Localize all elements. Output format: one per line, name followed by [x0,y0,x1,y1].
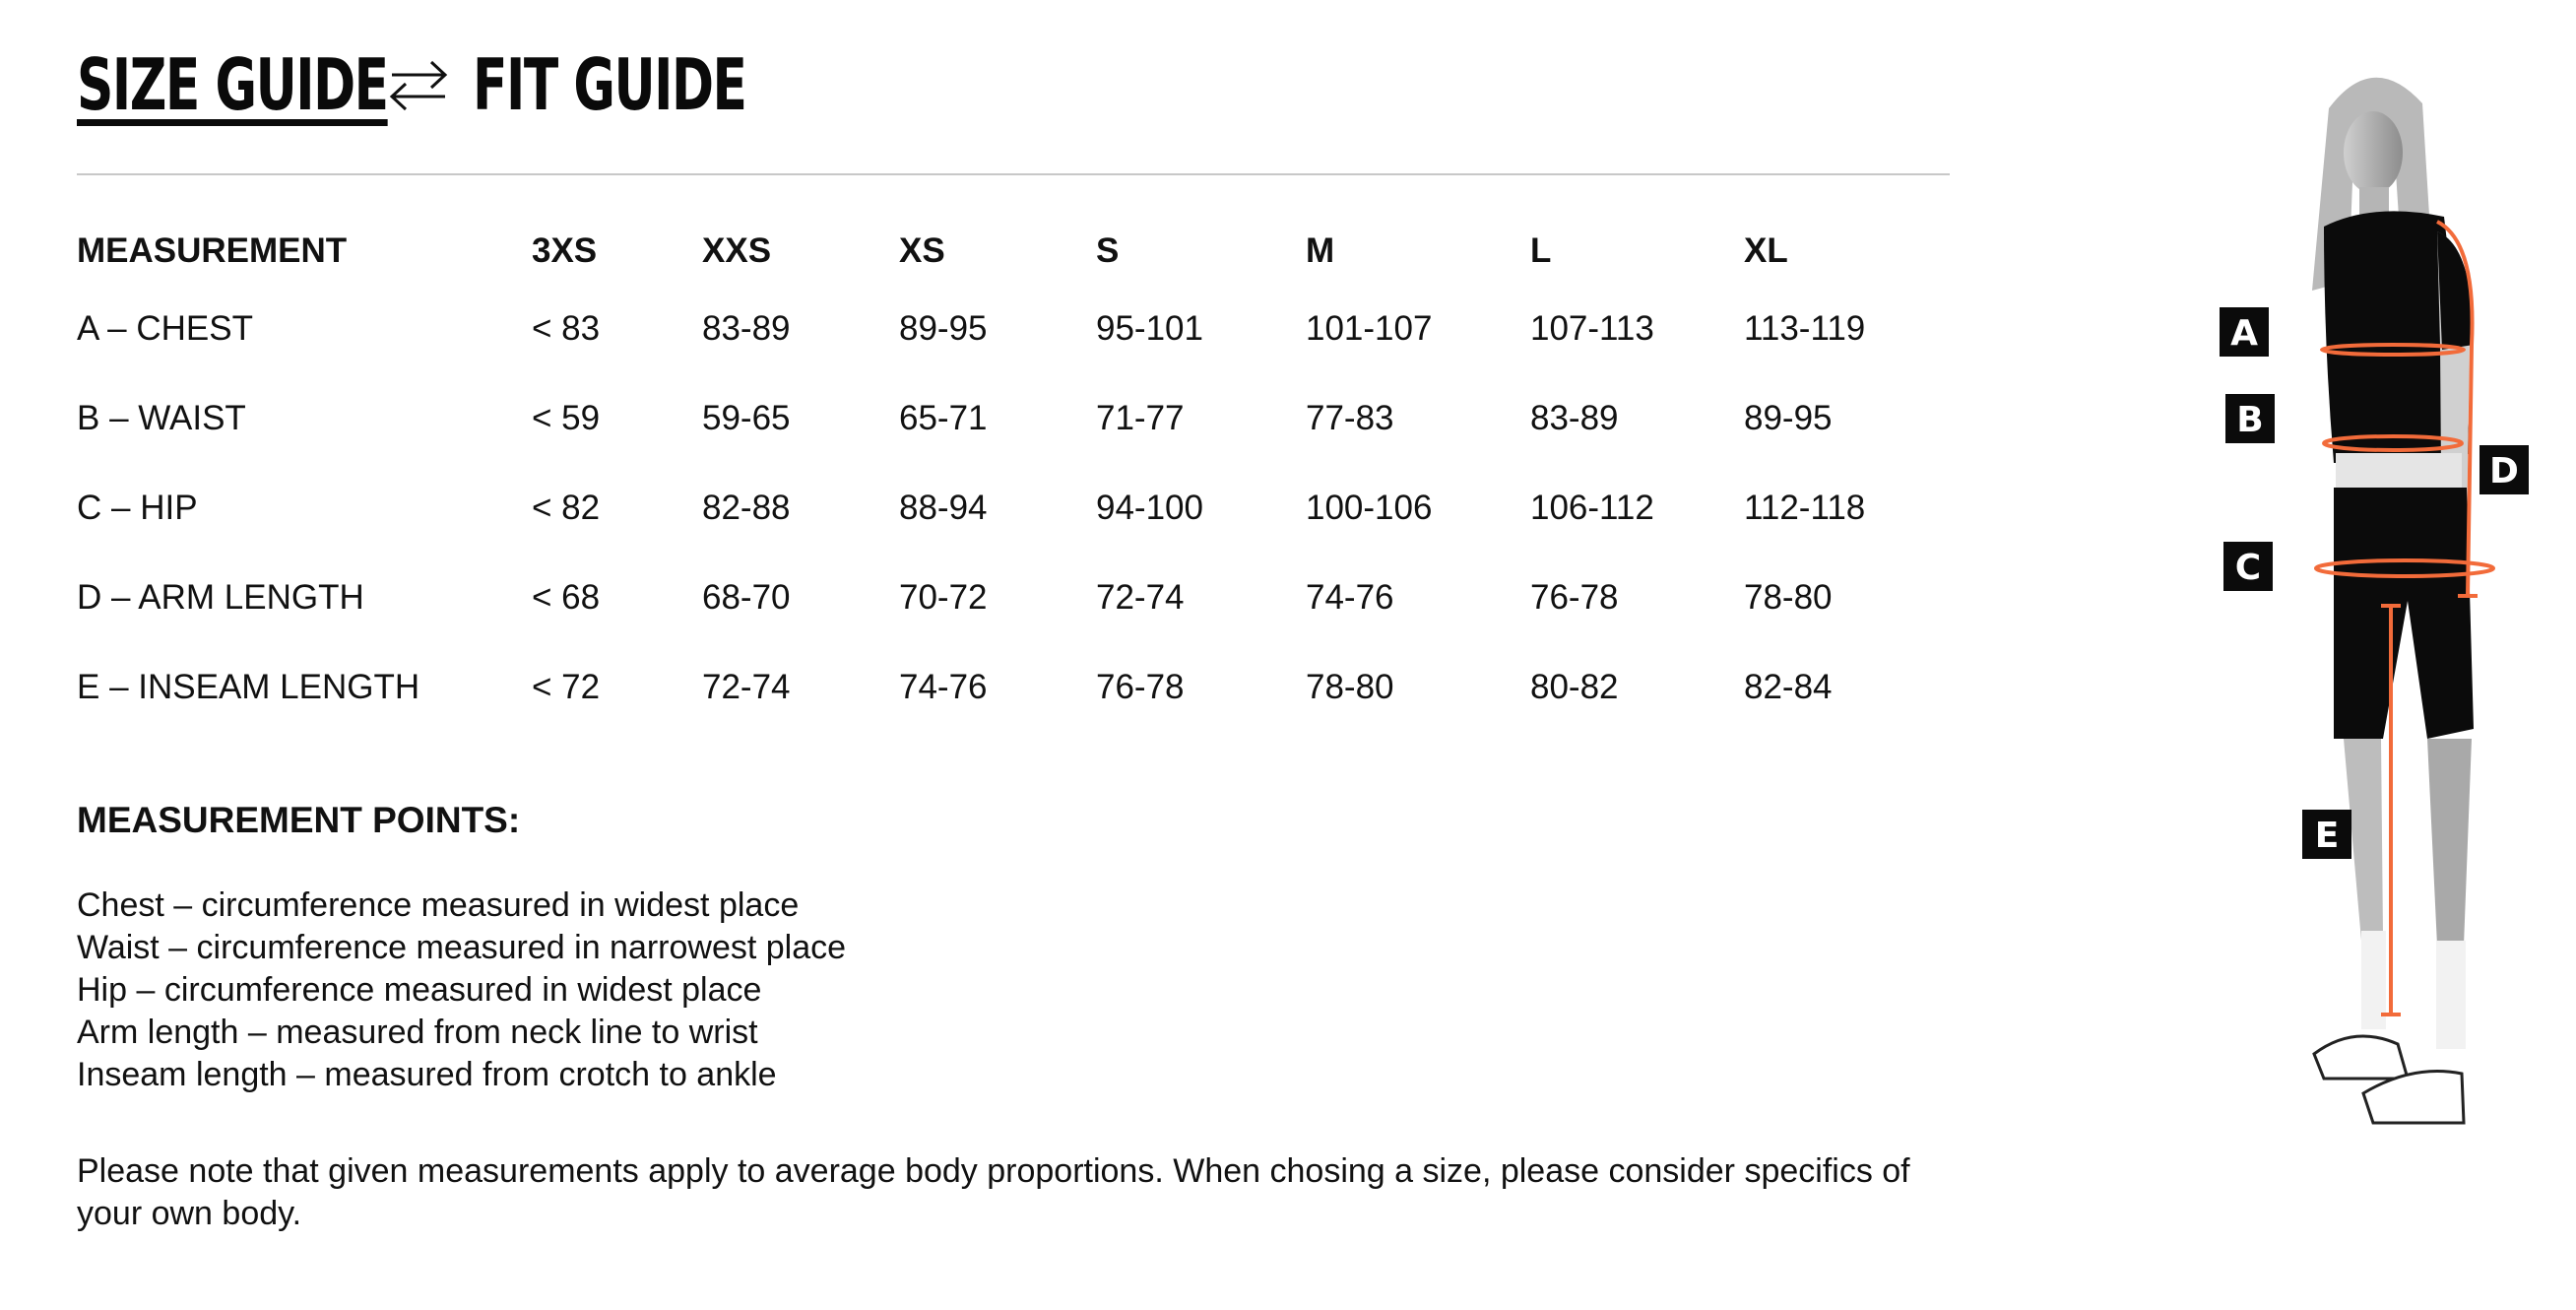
table-cell: 89-95 [899,308,988,348]
header-divider [77,173,1950,175]
guide-tabs [77,35,768,134]
label-tag-b [2225,394,2275,443]
table-cell: 70-72 [899,577,988,617]
waist-skin [2336,453,2462,492]
tab-size-guide[interactable]: SIZE GUIDE [77,43,388,126]
table-cell: E – INSEAM LENGTH [77,667,420,706]
body-figure-illustration [2186,49,2560,1152]
label-tag-a [2220,307,2269,357]
table-cell: 78-80 [1744,577,1833,617]
column-header: MEASUREMENT [77,231,348,270]
tab-fit-guide[interactable]: FIT GUIDE [473,43,746,126]
table-cell: < 72 [532,667,601,706]
table-cell: 78-80 [1306,667,1394,706]
label-tag-e [2302,810,2351,859]
table-cell: 112-118 [1744,488,1866,527]
list-item: Chest – circumference measured in widest place [77,886,800,924]
label-c-text: C [2234,548,2262,588]
table-cell: < 82 [532,488,601,527]
table-row [77,553,1941,642]
table-cell: 68-70 [702,577,791,617]
label-tag-d [2479,445,2529,494]
table-cell: 94-100 [1096,488,1203,527]
table-cell: 107-113 [1530,308,1654,348]
size-table [77,219,1941,732]
table-cell: 88-94 [899,488,988,527]
table-cell: C – HIP [77,488,198,527]
table-cell: 101-107 [1306,308,1433,348]
table-cell: 65-71 [899,398,988,437]
list-item: Waist – circumference measured in narrowest place [77,929,847,966]
table-cell: 113-119 [1744,308,1866,348]
left-shoe [2314,1036,2408,1079]
table-cell: 72-74 [702,667,791,706]
face-shape [2344,111,2403,194]
table-cell: < 83 [532,308,601,348]
table-cell: < 68 [532,577,601,617]
table-cell: 82-88 [702,488,791,527]
table-cell: 59-65 [702,398,791,437]
table-cell: 89-95 [1744,398,1833,437]
column-header: XL [1744,231,1788,270]
measurement-points-list [77,884,846,1096]
right-sock [2436,941,2466,1049]
tab-fit-guide-wrap [473,43,768,126]
table-cell: D – ARM LENGTH [77,577,364,617]
label-a-text: A [2230,313,2258,354]
sleeve-shape [2437,231,2474,350]
column-header: L [1530,231,1552,270]
tab-size-guide-wrap [77,43,388,126]
table-cell: 83-89 [1530,398,1619,437]
measurement-points-title: MEASUREMENT POINTS: [77,800,521,840]
list-item: Hip – circumference measured in widest place [77,971,762,1009]
table-cell: 80-82 [1530,667,1619,706]
label-e-text: E [2314,816,2340,856]
column-header: XS [899,231,945,270]
column-header: M [1306,231,1335,270]
table-cell: 83-89 [702,308,791,348]
list-item: Arm length – measured from neck line to wrist [77,1014,758,1051]
table-row [77,642,1941,732]
column-header: S [1096,231,1120,270]
table-cell: 76-78 [1530,577,1619,617]
right-leg-shape [2427,739,2472,946]
table-cell: 71-77 [1096,398,1185,437]
column-header: 3XS [532,231,598,270]
label-d-text: D [2489,451,2519,491]
label-tag-c [2223,542,2273,591]
table-cell: 74-76 [899,667,988,706]
table-cell: 74-76 [1306,577,1394,617]
list-item: Inseam length – measured from crotch to ankle [77,1056,777,1093]
table-cell: 100-106 [1306,488,1433,527]
table-cell: 82-84 [1744,667,1833,706]
measurement-figure [2186,49,2560,1152]
table-cell: 106-112 [1530,488,1654,527]
table-cell: B – WAIST [77,398,246,437]
label-b-text: B [2236,400,2264,440]
shorts-shape [2334,488,2474,739]
table-cell: 77-83 [1306,398,1394,437]
table-cell: 72-74 [1096,577,1185,617]
table-row [77,463,1941,553]
column-header: XXS [702,231,772,270]
table-cell: < 59 [532,398,601,437]
table-cell: A – CHEST [77,308,253,348]
fit-note: Please note that given measurements apply to average body proportions. When chosing a size, please consider specifics of your own body. [77,1152,1910,1232]
table-cell: 95-101 [1096,308,1203,348]
table-cell: 76-78 [1096,667,1185,706]
table-row [77,284,1941,373]
table-row [77,373,1941,463]
table-header-row [77,219,1941,284]
